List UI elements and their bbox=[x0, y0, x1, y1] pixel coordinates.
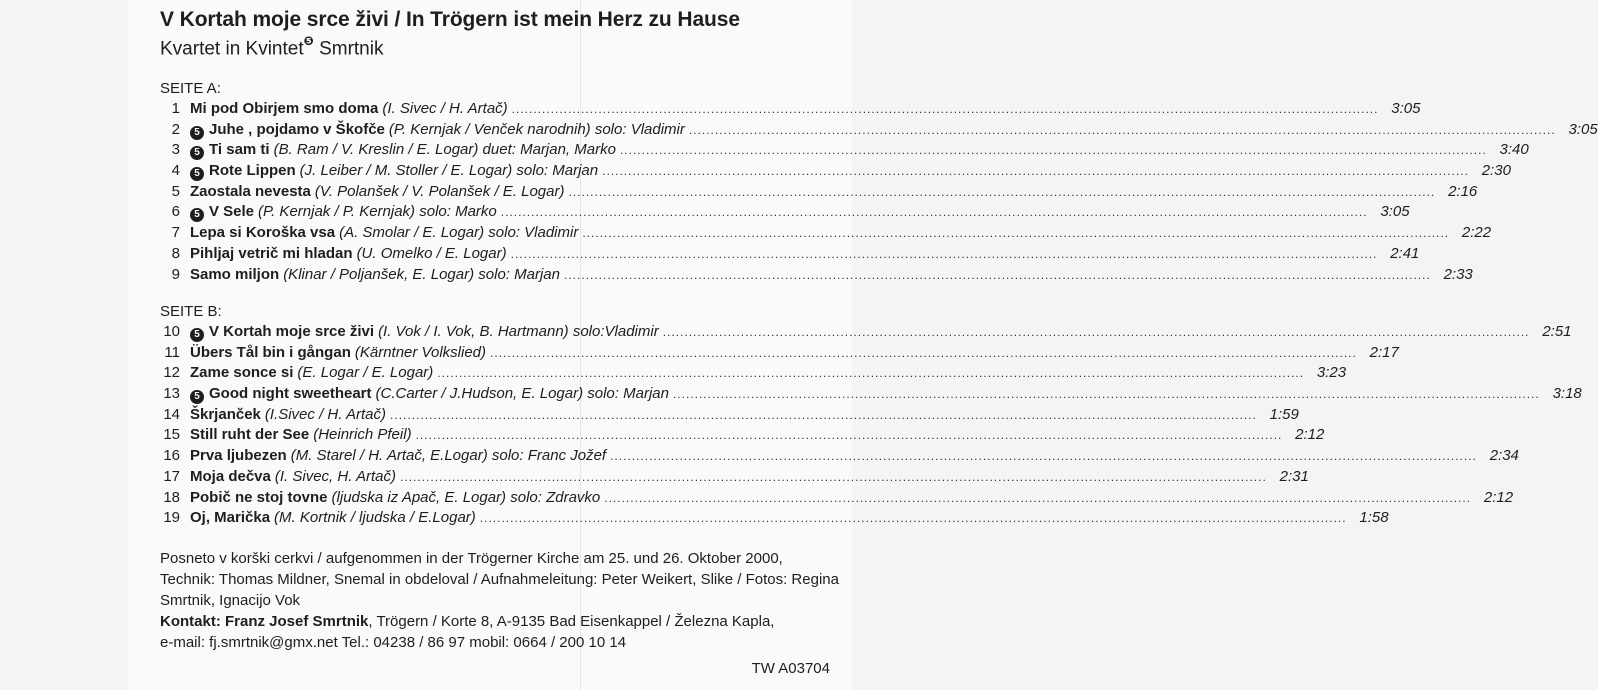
track-title: Pihljaj vetrič mi hladan bbox=[190, 244, 353, 262]
track-title: Zame sonce si bbox=[190, 364, 294, 382]
track-duration: 1:58 bbox=[1359, 509, 1389, 527]
track-duration: 2:34 bbox=[1489, 447, 1519, 465]
track-duration: 3:05 bbox=[1391, 100, 1421, 117]
dot-leader: ........................................................................................................................................................................................................ bbox=[688, 122, 1556, 137]
track-credit: (I. Sivec, H. Artač) bbox=[274, 467, 397, 485]
track-duration: 2:51 bbox=[1542, 323, 1572, 340]
track-number: 18 bbox=[163, 488, 180, 506]
quintet-badge-icon: 5 bbox=[190, 146, 204, 160]
dot-leader: ........................................................................................................................................................................................................ bbox=[415, 428, 1283, 443]
track-title: Škrjanček bbox=[190, 405, 261, 423]
dot-leader: ........................................................................................................................................................................................................ bbox=[511, 102, 1379, 116]
track-row bbox=[160, 405, 1299, 427]
track-credit: (J. Leiber / M. Stoller / E. Logar) solo: Marjan bbox=[299, 162, 599, 180]
track-number: 12 bbox=[163, 364, 180, 382]
track-credit: (U. Omelko / E. Logar) bbox=[356, 244, 507, 262]
track-number: 16 bbox=[163, 447, 180, 465]
track-duration: 2:22 bbox=[1461, 224, 1492, 242]
artist-name-suffix: Smrtnik bbox=[313, 38, 384, 60]
contact-address: , Trögern / Korte 8, A-9135 Bad Eisenkappel / Železna Kapla, bbox=[368, 613, 775, 630]
track-title: Good night sweetheart bbox=[209, 385, 372, 403]
track-title: Juhe , pojdamo v Škofče bbox=[209, 120, 385, 138]
track-credit: (ljudska iz Apač, E. Logar) solo: Zdravko bbox=[331, 488, 601, 506]
track-number: 17 bbox=[163, 467, 180, 485]
track-row bbox=[160, 343, 1399, 365]
track-row bbox=[160, 100, 1421, 121]
track-credit: (Klinar / Poljanšek, E. Logar) solo: Marjan bbox=[283, 265, 560, 283]
track-number: 7 bbox=[171, 224, 180, 242]
track-number: 10 bbox=[163, 323, 180, 340]
track-number: 14 bbox=[163, 405, 180, 423]
track-row bbox=[160, 141, 1529, 162]
track-duration: 2:12 bbox=[1295, 426, 1325, 444]
track-duration: 2:12 bbox=[1483, 488, 1514, 506]
track-duration: 2:30 bbox=[1481, 162, 1511, 180]
track-title: Samo miljon bbox=[190, 265, 280, 283]
side-b-heading: SEITE B: bbox=[160, 303, 222, 320]
track-row bbox=[160, 364, 1347, 385]
track-title: Übers Tål bin i gångan bbox=[190, 343, 351, 361]
dot-leader: ........................................................................................................................................................................................................ bbox=[510, 246, 1378, 261]
track-number: 15 bbox=[163, 426, 180, 444]
contact-name: Kontakt: Franz Josef Smrtnik bbox=[160, 613, 369, 630]
dot-leader: ........................................................................................................................................................................................................ bbox=[582, 226, 1450, 241]
track-credit: (M. Starel / H. Artač, E.Logar) solo: Franc Jožef bbox=[290, 447, 607, 465]
artist-mark: ❺ bbox=[303, 34, 314, 48]
dot-leader: ........................................................................................................................................................................................................ bbox=[390, 407, 1257, 422]
track-number: 19 bbox=[163, 509, 180, 527]
track-credit: (Heinrich Pfeil) bbox=[313, 426, 412, 444]
track-title: Pobič ne stoj tovne bbox=[190, 488, 328, 506]
track-number: 9 bbox=[171, 265, 180, 283]
quintet-badge-icon: 5 bbox=[190, 167, 204, 181]
track-row bbox=[160, 467, 1309, 489]
dot-leader: ........................................................................................................................................................................................................ bbox=[602, 164, 1469, 179]
track-row bbox=[160, 162, 1511, 183]
track-title: V Kortah moje srce živi bbox=[209, 323, 375, 340]
side-a-heading: SEITE A: bbox=[160, 80, 221, 97]
track-title: Moja dečva bbox=[190, 467, 271, 485]
artist-name bbox=[160, 36, 383, 60]
track-row bbox=[160, 323, 1572, 344]
dot-leader: ........................................................................................................................................................................................................ bbox=[672, 387, 1540, 402]
track-duration: 3:40 bbox=[1499, 141, 1529, 159]
track-row bbox=[160, 182, 1478, 204]
track-title: Oj, Marička bbox=[190, 509, 271, 527]
quintet-badge-icon: 5 bbox=[190, 208, 204, 222]
track-number: 13 bbox=[163, 385, 180, 403]
track-credit: (P. Kernjak / P. Kernjak) solo: Marko bbox=[258, 203, 497, 221]
track-duration: 2:16 bbox=[1448, 182, 1478, 200]
track-duration: 3:18 bbox=[1552, 385, 1582, 403]
track-duration: 2:31 bbox=[1279, 467, 1309, 485]
track-title: V Sele bbox=[209, 203, 255, 221]
track-credit: (I. Vok / I. Vok, B. Hartmann) solo:Vladimir bbox=[378, 323, 659, 340]
recording-notes: Posneto v korški cerkvi / aufgenommen in der Trögerner Kirche am 25. und 26. Oktober 2000, Technik: Thomas Mildner, Snemal in obdeloval / Aufnahmeleitung: Peter Weikert, Slike / Fotos: Regina Smrtnik, Ignacijo Vok bbox=[160, 550, 839, 609]
contact-line-2: e-mail: fj.smrtnik@gmx.net Tel.: 04238 / 86 97 mobil: 0664 / 200 10 14 bbox=[160, 634, 627, 651]
track-credit: (I. Sivec / H. Artač) bbox=[382, 100, 508, 117]
dot-leader: ........................................................................................................................................................................................................ bbox=[400, 469, 1267, 484]
dot-leader: ........................................................................................................................................................................................................ bbox=[479, 511, 1347, 526]
quintet-badge-icon: 5 bbox=[190, 390, 204, 404]
track-title: Lepa si Koroška vsa bbox=[190, 224, 336, 242]
track-title: Still ruht der See bbox=[190, 426, 310, 444]
liner-notes bbox=[160, 548, 840, 653]
track-credit: (C.Carter / J.Hudson, E. Logar) solo: Marjan bbox=[375, 385, 669, 403]
quintet-badge-icon: 5 bbox=[190, 328, 204, 342]
dot-leader: ........................................................................................................................................................................................................ bbox=[500, 205, 1368, 220]
track-row bbox=[160, 244, 1420, 266]
track-duration: 1:59 bbox=[1269, 405, 1299, 423]
album-title: V Kortah moje srce živi / In Trögern ist mein Herz zu Hause bbox=[160, 8, 740, 31]
track-duration: 2:33 bbox=[1443, 265, 1473, 283]
dot-leader: ........................................................................................................................................................................................................ bbox=[604, 490, 1472, 505]
dot-leader: ........................................................................................................................................................................................................ bbox=[568, 184, 1436, 199]
track-credit: (M. Kortnik / ljudska / E.Logar) bbox=[274, 509, 476, 527]
quintet-badge-icon: 5 bbox=[190, 126, 204, 140]
track-number: 6 bbox=[171, 203, 180, 221]
track-number: 3 bbox=[171, 141, 180, 159]
contact-line bbox=[160, 611, 840, 632]
track-row bbox=[160, 488, 1514, 510]
track-number: 8 bbox=[171, 244, 180, 262]
dot-leader: ........................................................................................................................................................................................................ bbox=[490, 345, 1357, 360]
track-title: Ti sam ti bbox=[209, 141, 270, 159]
track-number: 5 bbox=[171, 182, 180, 200]
track-duration: 2:17 bbox=[1369, 343, 1399, 361]
dot-leader: ........................................................................................................................................................................................................ bbox=[619, 143, 1487, 158]
side-a-tracklist bbox=[160, 100, 1598, 286]
side-b-tracklist bbox=[160, 323, 1582, 530]
dot-leader: ........................................................................................................................................................................................................ bbox=[662, 325, 1530, 339]
track-row bbox=[160, 120, 1598, 142]
track-number: 2 bbox=[171, 120, 180, 138]
track-title: Rote Lippen bbox=[209, 162, 296, 180]
track-credit: (E. Logar / E. Logar) bbox=[297, 364, 434, 382]
dot-leader: ........................................................................................................................................................................................................ bbox=[437, 366, 1305, 381]
track-credit: (P. Kernjak / Venček narodnih) solo: Vladimir bbox=[388, 120, 685, 138]
track-number: 1 bbox=[171, 100, 180, 117]
track-number: 11 bbox=[164, 343, 180, 361]
artist-name-prefix: Kvartet in Kvintet bbox=[160, 38, 304, 60]
track-number: 4 bbox=[171, 162, 180, 180]
track-credit: (I.Sivec / H. Artač) bbox=[264, 405, 387, 423]
track-title: Mi pod Obirjem smo doma bbox=[190, 100, 379, 117]
track-credit: (V. Polanšek / V. Polanšek / E. Logar) bbox=[314, 182, 565, 200]
track-row bbox=[160, 509, 1389, 530]
catalog-number: TW A03704 bbox=[751, 660, 830, 677]
track-title: Zaostala nevesta bbox=[190, 182, 311, 200]
track-row bbox=[160, 224, 1492, 245]
track-title: Prva ljubezen bbox=[190, 447, 287, 465]
track-duration: 2:41 bbox=[1390, 244, 1420, 262]
track-duration: 3:05 bbox=[1568, 120, 1598, 138]
track-credit: (A. Smolar / E. Logar) solo: Vladimir bbox=[339, 224, 579, 242]
dot-leader: ........................................................................................................................................................................................................ bbox=[610, 449, 1477, 464]
track-row bbox=[160, 385, 1582, 406]
track-row bbox=[160, 447, 1519, 468]
track-credit: (B. Ram / V. Kreslin / E. Logar) duet: Marjan, Marko bbox=[273, 141, 616, 159]
track-duration: 3:23 bbox=[1316, 364, 1347, 382]
track-row bbox=[160, 426, 1325, 447]
dot-leader: ........................................................................................................................................................................................................ bbox=[563, 267, 1431, 282]
track-credit: (Kärntner Volkslied) bbox=[354, 343, 487, 361]
track-duration: 3:05 bbox=[1380, 203, 1410, 221]
track-row bbox=[160, 265, 1473, 287]
track-row bbox=[160, 203, 1410, 224]
